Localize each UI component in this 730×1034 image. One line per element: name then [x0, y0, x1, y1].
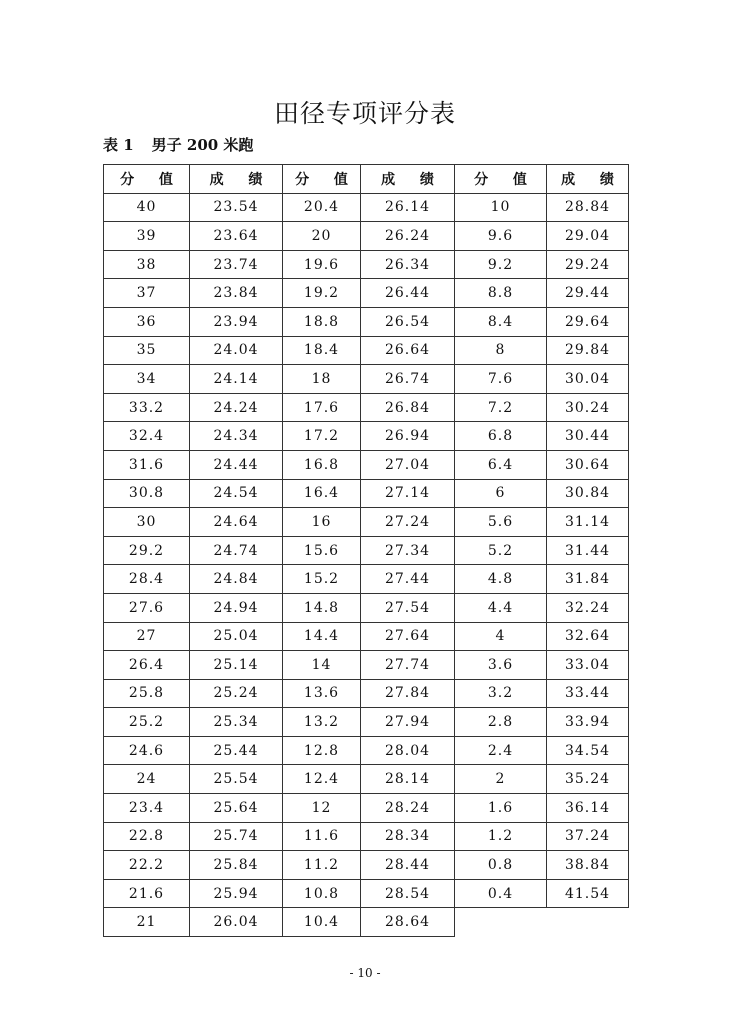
- result-cell: 25.24: [190, 679, 283, 708]
- result-cell: 25.74: [190, 822, 283, 851]
- table-row: [104, 794, 629, 823]
- table-row: [104, 479, 629, 508]
- result-cell: 27.54: [361, 593, 455, 622]
- result-cell: 24.44: [190, 450, 283, 479]
- result-cell: 26.04: [190, 908, 283, 937]
- result-cell: 27.04: [361, 450, 455, 479]
- header-score-1: 分 值: [104, 165, 190, 194]
- score-cell: 21: [104, 908, 190, 937]
- score-cell: 36: [104, 307, 190, 336]
- score-cell: 12.4: [283, 765, 361, 794]
- score-cell: 5.2: [455, 536, 547, 565]
- score-cell: 11.2: [283, 851, 361, 880]
- result-cell: 24.14: [190, 365, 283, 394]
- page-title: 田径专项评分表: [273, 99, 456, 128]
- table-row: [104, 851, 629, 880]
- result-cell: 25.64: [190, 794, 283, 823]
- result-cell: 26.74: [361, 365, 455, 394]
- table-row: [104, 536, 629, 565]
- score-cell: 8: [455, 336, 547, 365]
- result-cell: 27.44: [361, 565, 455, 594]
- result-cell: 24.74: [190, 536, 283, 565]
- header-score-3: 分 值: [455, 165, 547, 194]
- score-cell: 10.4: [283, 908, 361, 937]
- result-cell: 25.54: [190, 765, 283, 794]
- score-cell: 27.6: [104, 593, 190, 622]
- score-cell: 15.2: [283, 565, 361, 594]
- table-row: [104, 307, 629, 336]
- result-cell: 29.44: [547, 279, 629, 308]
- result-cell: 28.34: [361, 822, 455, 851]
- result-cell: 30.44: [547, 422, 629, 451]
- table-row: [104, 593, 629, 622]
- table-row: [104, 193, 629, 222]
- score-cell: 12: [283, 794, 361, 823]
- result-cell: 24.54: [190, 479, 283, 508]
- result-cell: 30.84: [547, 479, 629, 508]
- table-row: [104, 365, 629, 394]
- result-cell: 23.94: [190, 307, 283, 336]
- result-cell: 32.64: [547, 622, 629, 651]
- result-cell: 37.24: [547, 822, 629, 851]
- result-cell: 25.14: [190, 651, 283, 680]
- result-cell: 26.44: [361, 279, 455, 308]
- result-cell: 28.24: [361, 794, 455, 823]
- score-cell: 8.8: [455, 279, 547, 308]
- table-row: [104, 565, 629, 594]
- score-cell: 22.8: [104, 822, 190, 851]
- score-cell: 14.4: [283, 622, 361, 651]
- score-cell: 0.8: [455, 851, 547, 880]
- result-cell: 24.34: [190, 422, 283, 451]
- result-cell: 27.24: [361, 508, 455, 537]
- score-cell: 34: [104, 365, 190, 394]
- result-cell: 23.74: [190, 250, 283, 279]
- score-cell: 7.2: [455, 393, 547, 422]
- score-cell: 16.4: [283, 479, 361, 508]
- table-row: [104, 250, 629, 279]
- result-cell: 25.04: [190, 622, 283, 651]
- result-cell: 29.04: [547, 222, 629, 251]
- score-cell: 22.2: [104, 851, 190, 880]
- result-cell: 26.84: [361, 393, 455, 422]
- result-cell: 23.64: [190, 222, 283, 251]
- result-cell: 26.34: [361, 250, 455, 279]
- table-row: [104, 422, 629, 451]
- score-cell: 25.2: [104, 708, 190, 737]
- score-cell: 6: [455, 479, 547, 508]
- table-header-row: [104, 165, 629, 194]
- table-row: [104, 679, 629, 708]
- result-cell: 24.04: [190, 336, 283, 365]
- result-cell: 24.24: [190, 393, 283, 422]
- table-caption-text: 男子 200 米跑: [151, 136, 254, 154]
- score-cell: 11.6: [283, 822, 361, 851]
- score-cell: 32.4: [104, 422, 190, 451]
- result-cell: 28.44: [361, 851, 455, 880]
- score-cell: 5.6: [455, 508, 547, 537]
- result-cell: 29.84: [547, 336, 629, 365]
- result-cell: 38.84: [547, 851, 629, 880]
- result-cell: 27.74: [361, 651, 455, 680]
- score-cell: 27: [104, 622, 190, 651]
- score-cell: 3.2: [455, 679, 547, 708]
- score-cell: [455, 908, 547, 937]
- result-cell: 35.24: [547, 765, 629, 794]
- score-cell: 12.8: [283, 736, 361, 765]
- score-cell: 40: [104, 193, 190, 222]
- score-cell: 4.4: [455, 593, 547, 622]
- score-cell: 18.8: [283, 307, 361, 336]
- table-row: [104, 736, 629, 765]
- table-row: [104, 279, 629, 308]
- result-cell: 34.54: [547, 736, 629, 765]
- score-cell: 38: [104, 250, 190, 279]
- result-cell: 26.54: [361, 307, 455, 336]
- score-cell: 39: [104, 222, 190, 251]
- score-cell: 31.6: [104, 450, 190, 479]
- page-number: - 10 -: [349, 966, 381, 980]
- result-cell: 27.34: [361, 536, 455, 565]
- result-cell: 27.94: [361, 708, 455, 737]
- score-cell: 29.2: [104, 536, 190, 565]
- result-cell: 26.94: [361, 422, 455, 451]
- score-cell: 6.4: [455, 450, 547, 479]
- result-cell: 24.64: [190, 508, 283, 537]
- result-cell: 26.64: [361, 336, 455, 365]
- result-cell: 30.24: [547, 393, 629, 422]
- score-cell: 16.8: [283, 450, 361, 479]
- result-cell: 25.44: [190, 736, 283, 765]
- score-cell: 20: [283, 222, 361, 251]
- table-row: [104, 651, 629, 680]
- result-cell: 24.84: [190, 565, 283, 594]
- result-cell: 28.84: [547, 193, 629, 222]
- score-cell: 20.4: [283, 193, 361, 222]
- result-cell: 26.24: [361, 222, 455, 251]
- score-cell: 15.6: [283, 536, 361, 565]
- header-score-2: 分 值: [283, 165, 361, 194]
- header-result-1: 成 绩: [190, 165, 283, 194]
- score-cell: 1.2: [455, 822, 547, 851]
- result-cell: 27.64: [361, 622, 455, 651]
- table-row: [104, 508, 629, 537]
- score-cell: 14: [283, 651, 361, 680]
- score-cell: 2.8: [455, 708, 547, 737]
- table-row: [104, 879, 629, 908]
- score-cell: 3.6: [455, 651, 547, 680]
- result-cell: 36.14: [547, 794, 629, 823]
- result-cell: 28.04: [361, 736, 455, 765]
- score-cell: 17.2: [283, 422, 361, 451]
- result-cell: 25.84: [190, 851, 283, 880]
- table-row: [104, 908, 629, 937]
- table-row: [104, 765, 629, 794]
- result-cell: 30.64: [547, 450, 629, 479]
- result-cell: 29.24: [547, 250, 629, 279]
- score-cell: 9.2: [455, 250, 547, 279]
- score-cell: 2: [455, 765, 547, 794]
- result-cell: [547, 908, 629, 937]
- score-cell: 10.8: [283, 879, 361, 908]
- score-cell: 17.6: [283, 393, 361, 422]
- score-cell: 10: [455, 193, 547, 222]
- result-cell: 31.14: [547, 508, 629, 537]
- score-cell: 0.4: [455, 879, 547, 908]
- score-cell: 4.8: [455, 565, 547, 594]
- score-cell: 23.4: [104, 794, 190, 823]
- result-cell: 24.94: [190, 593, 283, 622]
- table-caption: [103, 134, 253, 155]
- result-cell: 28.64: [361, 908, 455, 937]
- result-cell: 27.84: [361, 679, 455, 708]
- result-cell: 33.44: [547, 679, 629, 708]
- table-body: [104, 193, 629, 936]
- score-cell: 33.2: [104, 393, 190, 422]
- table-row: [104, 622, 629, 651]
- score-cell: 13.2: [283, 708, 361, 737]
- score-cell: 21.6: [104, 879, 190, 908]
- score-cell: 6.8: [455, 422, 547, 451]
- score-cell: 24: [104, 765, 190, 794]
- result-cell: 23.54: [190, 193, 283, 222]
- table-row: [104, 450, 629, 479]
- score-cell: 35: [104, 336, 190, 365]
- score-cell: 30: [104, 508, 190, 537]
- result-cell: 28.14: [361, 765, 455, 794]
- score-cell: 14.8: [283, 593, 361, 622]
- score-cell: 4: [455, 622, 547, 651]
- score-cell: 8.4: [455, 307, 547, 336]
- result-cell: 41.54: [547, 879, 629, 908]
- score-cell: 16: [283, 508, 361, 537]
- table-row: [104, 822, 629, 851]
- score-cell: 28.4: [104, 565, 190, 594]
- score-cell: 1.6: [455, 794, 547, 823]
- score-cell: 24.6: [104, 736, 190, 765]
- table-row: [104, 708, 629, 737]
- result-cell: 31.84: [547, 565, 629, 594]
- score-cell: 25.8: [104, 679, 190, 708]
- score-cell: 30.8: [104, 479, 190, 508]
- score-table: [103, 164, 629, 937]
- score-cell: 26.4: [104, 651, 190, 680]
- table-row: [104, 336, 629, 365]
- result-cell: 25.94: [190, 879, 283, 908]
- header-result-3: 成 绩: [547, 165, 629, 194]
- score-cell: 2.4: [455, 736, 547, 765]
- score-cell: 7.6: [455, 365, 547, 394]
- result-cell: 33.04: [547, 651, 629, 680]
- header-result-2: 成 绩: [361, 165, 455, 194]
- result-cell: 26.14: [361, 193, 455, 222]
- score-cell: 37: [104, 279, 190, 308]
- table-row: [104, 393, 629, 422]
- score-cell: 13.6: [283, 679, 361, 708]
- score-cell: 9.6: [455, 222, 547, 251]
- result-cell: 29.64: [547, 307, 629, 336]
- result-cell: 28.54: [361, 879, 455, 908]
- result-cell: 31.44: [547, 536, 629, 565]
- result-cell: 33.94: [547, 708, 629, 737]
- score-cell: 19.2: [283, 279, 361, 308]
- result-cell: 23.84: [190, 279, 283, 308]
- score-cell: 19.6: [283, 250, 361, 279]
- result-cell: 25.34: [190, 708, 283, 737]
- score-cell: 18: [283, 365, 361, 394]
- score-cell: 18.4: [283, 336, 361, 365]
- table-label: 表 1: [103, 136, 134, 154]
- result-cell: 30.04: [547, 365, 629, 394]
- result-cell: 27.14: [361, 479, 455, 508]
- result-cell: 32.24: [547, 593, 629, 622]
- table-row: [104, 222, 629, 251]
